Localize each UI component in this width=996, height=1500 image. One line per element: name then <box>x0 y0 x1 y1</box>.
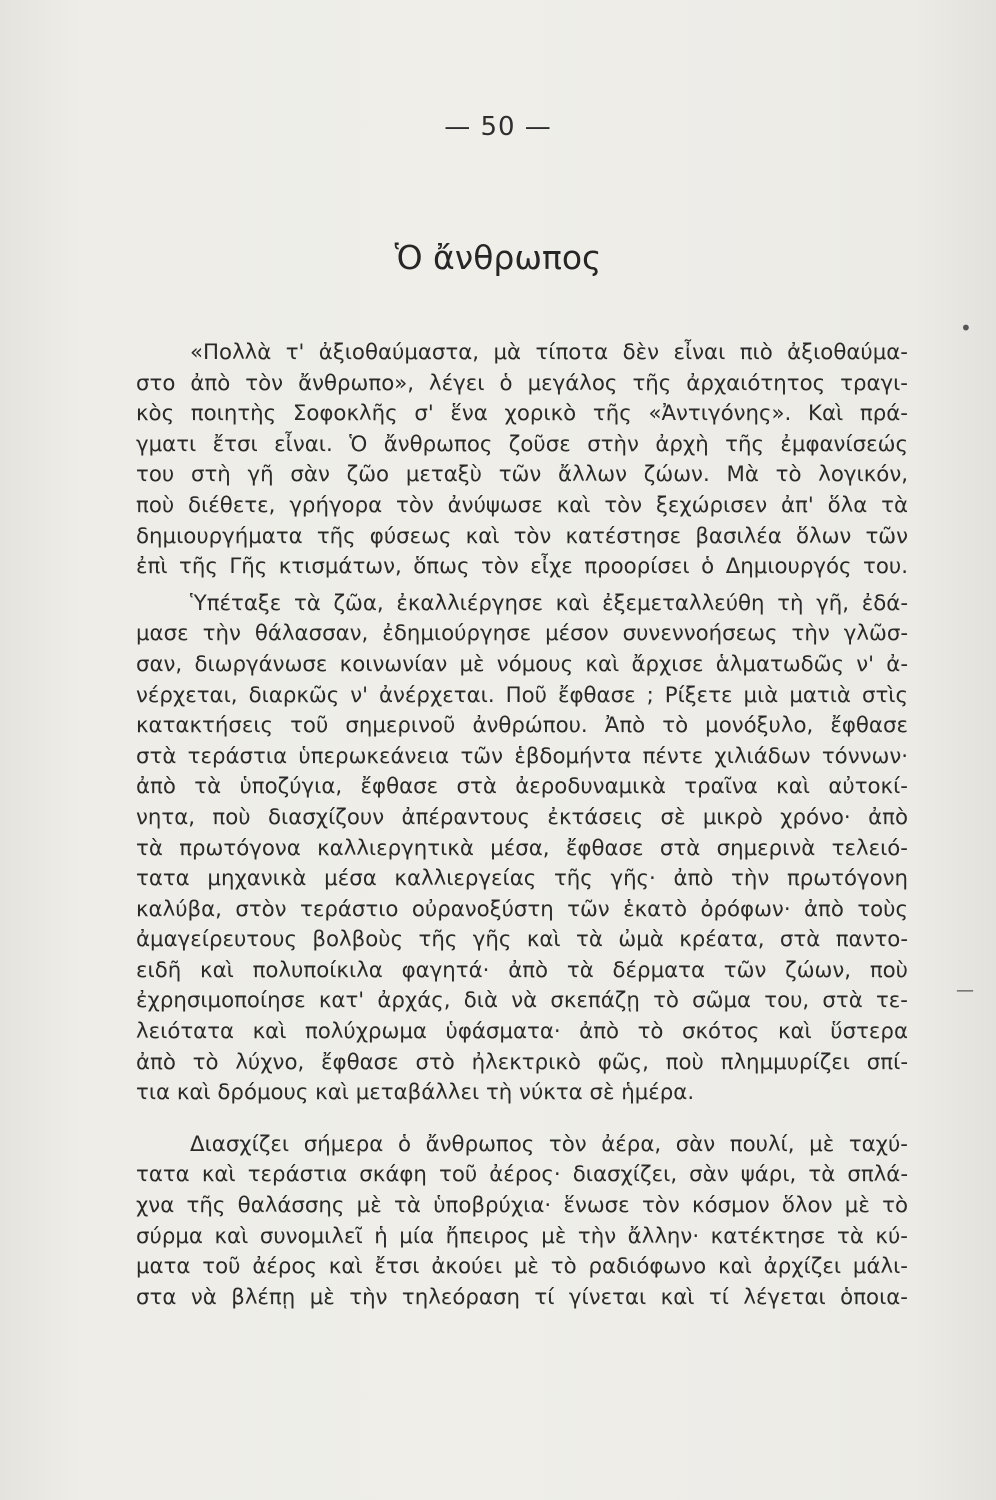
chapter-title: Ὁ ἄνθρωπος <box>394 238 602 277</box>
text-line: ποὺ διέθετε, γρήγορα τὸν ἀνύψωσε καὶ τὸν ξεχώρισεν ἀπ' ὅλα τὰ <box>136 492 908 518</box>
text-line: νητα, ποὺ διασχίζουν ἀπέραντους ἐκτάσεις σὲ μικρὸ χρόνο· ἀπὸ <box>136 804 908 830</box>
text-line: ἀμαγείρευτους βολβοὺς τῆς γῆς καὶ τὰ ὠμὰ κρέατα, στὰ παντο- <box>136 927 908 953</box>
text-line: λειότατα καὶ πολύχρωμα ὑφάσματα· ἀπὸ τὸ σκότος καὶ ὕστερα <box>136 1019 908 1045</box>
text-line: ἐπὶ τῆς Γῆς κτισμάτων, ὅπως τὸν εἶχε προορίσει ὁ Δημιουργός του. <box>136 554 908 580</box>
body-text <box>136 338 908 1313</box>
text-line: στο ἀπὸ τὸν ἄνθρωπο», λέγει ὁ μεγάλος τῆς ἀρχαιότητος τραγι- <box>136 370 908 396</box>
text-line: γματι ἔτσι εἶναι. Ὁ ἄνθρωπος ζοῦσε στὴν ἀρχὴ τῆς ἐμφανίσεώς <box>136 431 908 457</box>
text-line: καλύβα, στὸν τεράστιο οὐρανοξύστη τῶν ἑκατὸ ὀρόφων· ἀπὸ τοὺς <box>136 896 908 922</box>
text-line: τατα μηχανικὰ μέσα καλλιεργείας τῆς γῆς· ἀπὸ τὴν πρωτόγονη <box>136 866 908 892</box>
text-line: τατα καὶ τεράστια σκάφη τοῦ ἀέρος· διασχίζει, σὰν ψάρι, τὰ σπλά- <box>136 1162 908 1188</box>
margin-tick-mark: • <box>960 316 972 340</box>
text-line: ειδῆ καὶ πολυποίκιλα φαγητά· ἀπὸ τὰ δέρματα τῶν ζώων, ποὺ <box>136 957 908 983</box>
text-line: στα νὰ βλέπῃ μὲ τὴν τηλεόραση τί γίνεται καὶ τί λέγεται ὁποια- <box>136 1284 908 1310</box>
paragraph-3 <box>136 1130 908 1314</box>
text-line: τια καὶ δρόμους καὶ μεταβάλλει τὴ νύκτα σὲ ἡμέρα. <box>136 1080 695 1106</box>
text-line: δημιουργήματα τῆς φύσεως καὶ τὸν κατέστησε βασιλέα ὅλων τῶν <box>136 523 908 549</box>
text-line: νέρχεται, διαρκῶς ν' ἀνέρχεται. Ποῦ ἔφθασε ; Ρίξετε μιὰ ματιὰ στὶς <box>136 682 908 708</box>
text-line: κὸς ποιητὴς Σοφοκλῆς σ' ἕνα χορικὸ τῆς «Ἀντιγόνης». Καὶ πρά- <box>136 401 908 427</box>
text-line: Ὑπέταξε τὰ ζῶα, ἐκαλλιέργησε καὶ ἐξεμεταλλεύθη τὴ γῆ, ἐδά- <box>190 590 908 616</box>
text-line: Διασχίζει σήμερα ὁ ἄνθρωπος τὸν ἀέρα, σὰν πουλί, μὲ ταχύ- <box>190 1131 908 1157</box>
text-line: σύρμα καὶ συνομιλεῖ ἡ μία ἤπειρος μὲ τὴν ἄλλην· κατέκτησε τὰ κύ- <box>136 1223 908 1249</box>
text-line: σαν, διωργάνωσε κοινωνίαν μὲ νόμους καὶ ἄρχισε ἁλματωδῶς ν' ἀ- <box>136 651 908 677</box>
text-line: ματα τοῦ ἀέρος καὶ ἔτσι ἀκούει μὲ τὸ ραδιόφωνο καὶ ἀρχίζει μάλι- <box>136 1254 908 1280</box>
text-line: ἀπὸ τὸ λύχνο, ἔφθασε στὸ ἠλεκτρικὸ φῶς, ποὺ πλημμυρίζει σπί- <box>136 1049 908 1075</box>
text-line: ἐχρησιμοποίησε κατ' ἀρχάς, διὰ νὰ σκεπάζῃ τὸ σῶμα του, στὰ τε- <box>136 988 908 1014</box>
text-line: «Πολλὰ τ' ἀξιοθαύμαστα, μὰ τίποτα δὲν εἶναι πιὸ ἀξιοθαύμα- <box>190 340 908 365</box>
text-line: στὰ τεράστια ὑπερωκεάνεια τῶν ἑβδομήντα πέντε χιλιάδων τόννων· <box>136 743 908 769</box>
text-line: ἀπὸ τὰ ὑποζύγια, ἔφθασε στὰ ἀεροδυναμικὰ τραῖνα καὶ αὐτοκί- <box>136 774 908 800</box>
text-line: του στὴ γῆ σὰν ζῶο μεταξὺ τῶν ἄλλων ζώων. Μὰ τὸ λογικόν, <box>136 462 908 488</box>
paragraph-1 <box>136 338 908 583</box>
paragraph-2 <box>136 589 908 1109</box>
text-line: κατακτήσεις τοῦ σημερινοῦ ἀνθρώπου. Ἀπὸ τὸ μονόξυλο, ἔφθασε <box>136 713 908 739</box>
page-number: — 50 — <box>444 112 552 142</box>
text-line: μασε τὴν θάλασσαν, ἐδημιούργησε μέσον συνεννοήσεως τὴν γλῶσ- <box>136 621 908 647</box>
text-line: τὰ πρωτόγονα καλλιεργητικὰ μέσα, ἔφθασε στὰ σημερινὰ τελειό- <box>136 835 908 861</box>
text-line: χνα τῆς θαλάσσης μὲ τὰ ὑποβρύχια· ἕνωσε τὸν κόσμον ὅλον μὲ τὸ <box>136 1193 908 1219</box>
margin-dash-mark: — <box>956 980 974 1001</box>
